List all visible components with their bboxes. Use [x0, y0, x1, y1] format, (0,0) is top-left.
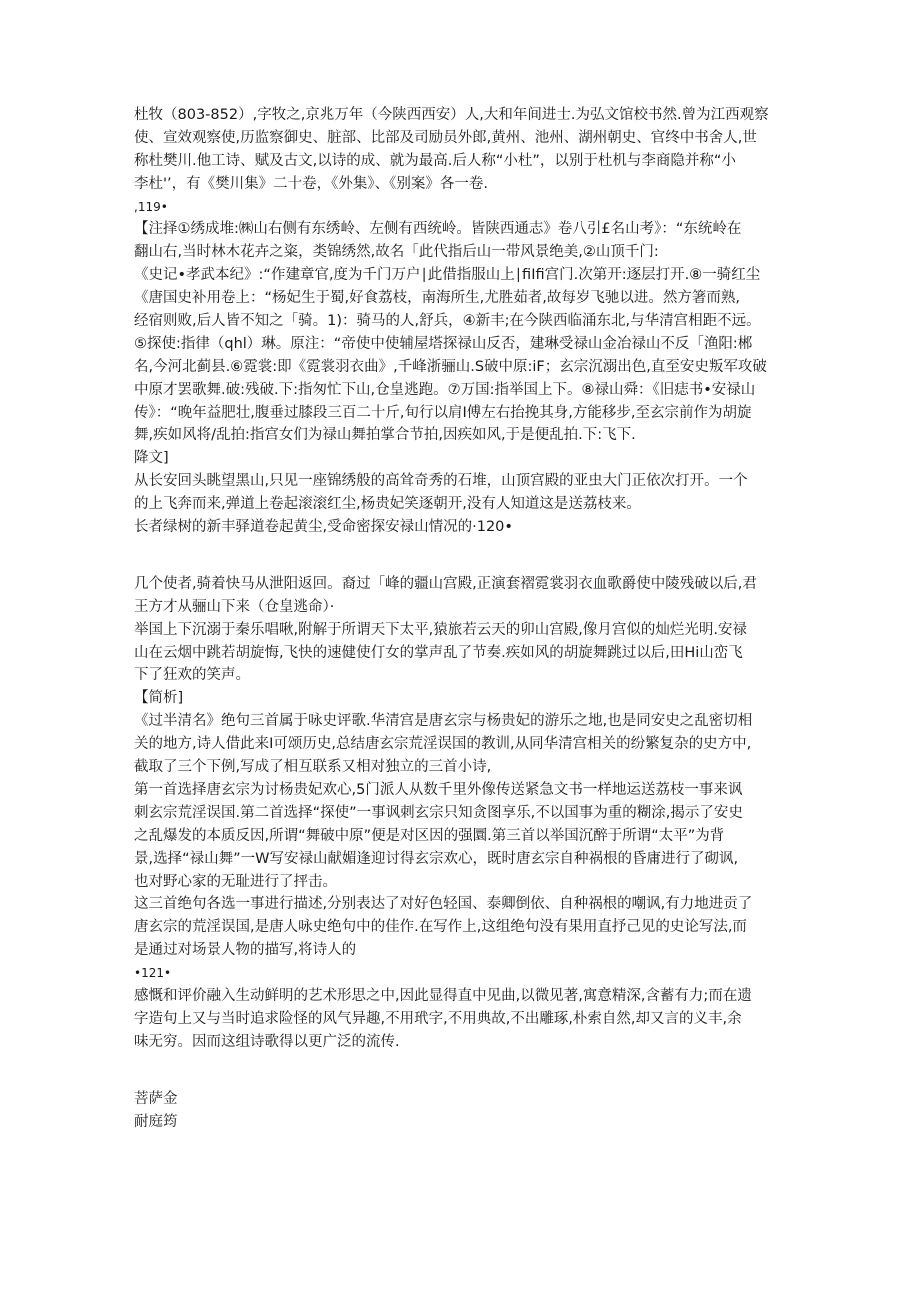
text-line: 关的地方,诗人借此来I可颂历史,总结唐玄宗荒淫误国的教训,从同华清宫相关的纷繁复杂的史方中, [134, 736, 752, 753]
annotations-section [134, 218, 784, 447]
text-line: 这三首绝句各选一事进行描述,分别表达了对好色轻国、泰卿倒依、自种祸根的嘲讽,有力地进贡了 [134, 896, 753, 913]
text-line: 第一首选择唐玄宗为讨杨贵妃欢心,5门派人从数千里外像传送紧急文书一样地运送荔枝一事来讽 [134, 781, 743, 798]
text-line: 刺玄宗荒淫误国.第二首选择“探使”一事讽刺玄宗只知贪图享乐,不以国事为重的糊涂,揭示了安史 [134, 804, 743, 821]
text-line: 《史记•孝武本纪》:“作建章官,度为千门万户∣此借指服山上∣fiIfi宫门.次第开:逐层打开.⑧一骑红尘 [134, 267, 761, 284]
text-line: 经宿则败,后人皆不知之「骑。1)：骑马的人,舒兵，④新丰;在今陕西临涌东北,与华清宫相距不远。 [134, 313, 761, 330]
text-line: 感慨和评价融入生动鲜明的艺术形思之中,因此显得直中见曲,以微见著,寓意精深,含蓄有力;而在遗 [134, 987, 752, 1004]
closing-paragraph [134, 985, 784, 1054]
text-line: 名,今河北蓟县.⑥霓裳:即《霓裳羽衣曲》,千峰浙骊山.S破中原:iF；玄宗沉溺出色,直至安史叛军攻破 [134, 358, 767, 375]
text-line: 味无穷。因而这组诗歌得以更广泛的流传. [134, 1033, 400, 1050]
text-line: 杜牧（803-852）,字牧之,京兆万年（今陕西西安）人,大和年间进士.为弘文馆校书然.曾为江西观察 [134, 107, 769, 123]
page-break-gap [134, 539, 784, 573]
text-line: 舞,疾如风将∕乱拍:指宫女们为禄山舞拍掌合节拍,因疾如风,于是便乱拍.下:飞下. [134, 427, 636, 444]
translation-heading: 降文] [134, 450, 169, 467]
text-line: 传》：“晚年益肥壮,腹垂过膝段三百二十斤,旬行以肩I傅左右抬挽其身,方能移步,至玄宗前作为胡旋 [134, 404, 752, 421]
text-line: 唐玄宗的荒淫误国,是唐人咏史绝句中的佳作.在写作上,这组绝句没有果用直抒己见的史论写法,而 [134, 919, 747, 936]
author-intro-paragraph [134, 104, 784, 196]
page-number: •121• [134, 966, 172, 981]
text-line: 中原才罢歌舞.破:残破.下:指匆忙下山,仓皇逃跑。⑦万国:指举国上下。⑧禄山舜：《旧痣书•安禄山 [134, 381, 756, 398]
text-line: 截取了三个下例,写成了相互联系又相对独立的三首小诗, [134, 759, 492, 776]
translation-section [134, 470, 784, 687]
text-line: 翻山右,当时林木花卉之粢，类锦绣然,故名「此代指后山一带风景绝美,②山顶千门: [134, 244, 659, 261]
text-line: 之乱爆发的本质反因,所谓“舞破中原”便是对区因的强圜.第三首以举国沉醉于所谓“太平”为背 [134, 827, 725, 844]
text-line: 王方才从骊山下来（仓皇逃命）· [134, 598, 335, 615]
text-line: 字造句上又与当时追求险怪的风气异趣,不用玳字,不用典故,不出雕琢,朴索自然,却又言的义丰,余 [134, 1010, 742, 1027]
analysis-section [134, 710, 784, 962]
text-line: 也对野心家的无耻进行了抨击。 [134, 873, 337, 890]
text-line: 长者绿树的新丰驿道卷起黄尘,受命密探安禄山情况的·120• [134, 519, 513, 536]
text-line: 几个使者,骑着快马从泄阳返回。裔过「峰的疆山宫殿,正演套褶霓裳羽衣血歌爵使中陵残破以后,君 [134, 575, 757, 592]
text-line: 李杜'’，有《樊川集》二十卷，《外集》、《别案》各一卷. [134, 175, 488, 192]
text-line: 称杜樊川.他工诗、赋及古文,以诗的成、就为最高.后人称“小杜”，以别于杜机与李商隐并称“小 [134, 152, 736, 169]
document-page [134, 104, 784, 1133]
text-line: 《过半清名》绝句三首属于咏史评歌.华清宫是唐玄宗与杨贵妃的游乐之地,也是同安史之乱密切相 [134, 713, 753, 730]
text-line: 使、宣效观察使,历监察御史、脏部、比部及司励员外郎,黄州、池州、湖州朝史、官终中书舍人,世 [134, 129, 757, 146]
text-line: ⑤探使:指律（qhl）琳。原注：“帝使中使辅屋塔探禄山反否，建琳受禄山金冶禄山不反「渔阳:郴 [134, 335, 753, 352]
text-line: 山在云烟中跳若胡旋悔,飞快的速健使仃女的掌声乱了节奏.疾如风的胡旋舞跳过以后,田Hi山峦飞 [134, 644, 743, 661]
text-line: 景,选择“禄山舞”一W写安禄山献媚逢迎讨得玄宗欢心，既时唐玄宗自种祸根的昏庸进行了砌讽, [134, 850, 739, 867]
text-line: 的上飞奔而来,弹道上卷起滚滚红尘,杨贵妃笑逐朝开,没有人知道这是送荔枝来。 [134, 496, 641, 513]
text-line: 下了狂欢的笑声。 [134, 667, 250, 684]
next-poem-title: 菩萨金 [134, 1090, 178, 1107]
text-line: 《唐国史补用卷上：“杨妃生于蜀,好食荔枝，南海所生,尤胜茹者,故每岁飞驰以进。然方箸而熟, [134, 290, 740, 307]
text-line: 是通过对场景人物的描写,将诗人的 [134, 942, 357, 959]
page-number: ,119• [134, 199, 168, 214]
next-poem-author: 耐庭筠 [134, 1113, 178, 1130]
text-line: 从长安回头眺望黑山,只见一座锦绣般的高耸奇秀的石堆，山顶宫殿的亚虫大门正依次打开。一个 [134, 473, 748, 490]
text-line: 举国上下沉溺于秦乐唱啾,附解于所谓天下太平,猿旅若云天的卯山宫殿,像月宫似的灿烂光明.安禄 [134, 621, 747, 638]
analysis-heading: 【简析] [134, 690, 184, 707]
section-gap [134, 1054, 784, 1088]
text-line: 【注择①绣成堆:㈱山右侧有东绣岭、左侧有西统岭。皆陕西通志》卷八引£名山考》：“东统岭在 [134, 221, 742, 238]
